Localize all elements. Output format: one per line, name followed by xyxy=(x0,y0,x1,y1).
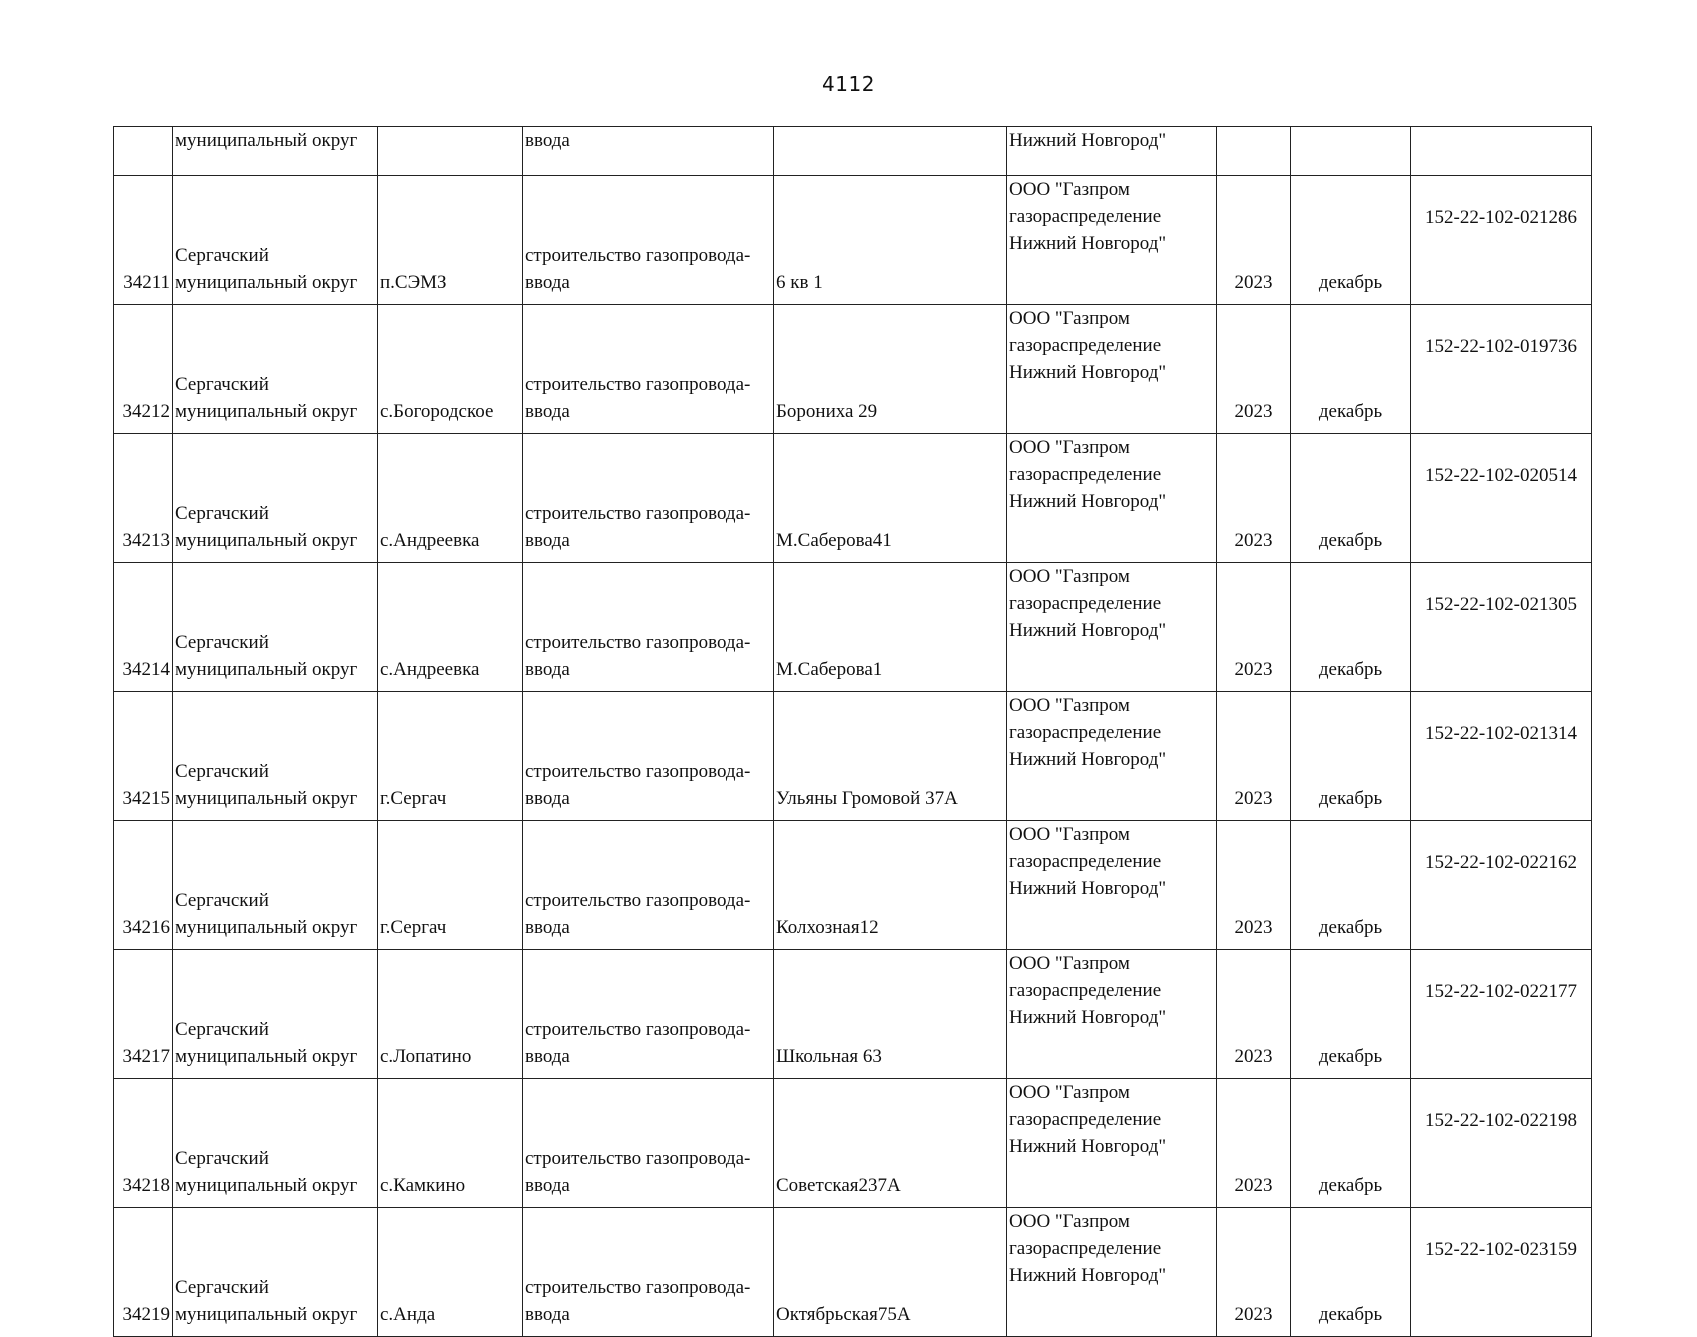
cell-month: декабрь xyxy=(1291,692,1411,821)
district-type: муниципальный округ xyxy=(175,272,358,293)
cell-work xyxy=(523,1208,774,1337)
cell-month: декабрь xyxy=(1291,1079,1411,1208)
cell-code: 152-22-102-022162 xyxy=(1411,821,1592,950)
cell-organization xyxy=(1007,176,1217,305)
cell-month: декабрь xyxy=(1291,434,1411,563)
district-type: муниципальный округ xyxy=(175,788,358,809)
district-name: Сергачский xyxy=(175,374,269,395)
cell-organization xyxy=(1007,305,1217,434)
cell-code: 152-22-102-022177 xyxy=(1411,950,1592,1079)
cell-year: 2023 xyxy=(1217,1208,1291,1337)
org-line-2: газораспределение xyxy=(1009,464,1162,485)
cell-address: Школьная 63 xyxy=(774,950,1007,1079)
cell-district xyxy=(173,305,378,434)
district-type: муниципальный округ xyxy=(175,917,358,938)
cell-address: Советская237А xyxy=(774,1079,1007,1208)
cell-month: декабрь xyxy=(1291,176,1411,305)
org-line-1: ООО "Газпром xyxy=(1009,437,1130,458)
district-name: Сергачский xyxy=(175,632,269,653)
cell-address: 6 кв 1 xyxy=(774,176,1007,305)
table-row xyxy=(114,692,1592,821)
cell-code: 152-22-102-021305 xyxy=(1411,563,1592,692)
district-name: Сергачский xyxy=(175,1277,269,1298)
cell-month: декабрь xyxy=(1291,821,1411,950)
cell-settlement: с.Анда xyxy=(378,1208,523,1337)
org-line-1: ООО "Газпром xyxy=(1009,308,1130,329)
cell-settlement: с.Камкино xyxy=(378,1079,523,1208)
cell-year: 2023 xyxy=(1217,1079,1291,1208)
cell-district xyxy=(173,821,378,950)
cell-code xyxy=(1411,127,1592,176)
org-line-3: Нижний Новгород" xyxy=(1009,233,1167,254)
work-line-1: строительство газопровода- xyxy=(525,245,751,266)
district-name: Сергачский xyxy=(175,503,269,524)
cell-district xyxy=(173,950,378,1079)
work-line-1: строительство газопровода- xyxy=(525,503,751,524)
district-type: муниципальный округ xyxy=(175,401,358,422)
cell-settlement xyxy=(378,127,523,176)
cell-address: М.Саберова41 xyxy=(774,434,1007,563)
cell-year: 2023 xyxy=(1217,821,1291,950)
cell-organization xyxy=(1007,1208,1217,1337)
cell-address: Октябрьская75А xyxy=(774,1208,1007,1337)
cell-work xyxy=(523,305,774,434)
org-line-3: Нижний Новгород" xyxy=(1009,620,1167,641)
cell-settlement: с.Богородское xyxy=(378,305,523,434)
cell-code: 152-22-102-023159 xyxy=(1411,1208,1592,1337)
cell-num: 34219 xyxy=(114,1208,173,1337)
district-name: Сергачский xyxy=(175,245,269,266)
cell-work xyxy=(523,176,774,305)
cell-organization xyxy=(1007,950,1217,1079)
org-line-2: газораспределение xyxy=(1009,335,1162,356)
cell-organization xyxy=(1007,434,1217,563)
table-row xyxy=(114,434,1592,563)
org-line-3: Нижний Новгород" xyxy=(1009,1136,1167,1157)
table-row xyxy=(114,950,1592,1079)
cell-num: 34215 xyxy=(114,692,173,821)
cell-month xyxy=(1291,127,1411,176)
work-line-2: ввода xyxy=(525,530,570,551)
org-line-2: газораспределение xyxy=(1009,1238,1162,1259)
org-line-3: Нижний Новгород" xyxy=(1009,491,1167,512)
org-line-2: газораспределение xyxy=(1009,593,1162,614)
work-line-1: строительство газопровода- xyxy=(525,761,751,782)
page-number: 4112 xyxy=(822,72,875,96)
cell-num: 34212 xyxy=(114,305,173,434)
org-line-3: Нижний Новгород" xyxy=(1009,362,1167,383)
cell-settlement: с.Лопатино xyxy=(378,950,523,1079)
work-line-2: ввода xyxy=(525,1175,570,1196)
work-line-1: строительство газопровода- xyxy=(525,890,751,911)
cell-settlement: с.Андреевка xyxy=(378,434,523,563)
cell-code: 152-22-102-020514 xyxy=(1411,434,1592,563)
work-line-1: строительство газопровода- xyxy=(525,1019,751,1040)
cell-settlement: п.СЭМЗ xyxy=(378,176,523,305)
cell-district xyxy=(173,176,378,305)
work-line-1: строительство газопровода- xyxy=(525,374,751,395)
cell-code: 152-22-102-019736 xyxy=(1411,305,1592,434)
org-line-1: ООО "Газпром xyxy=(1009,179,1130,200)
work-line-2: ввода xyxy=(525,659,570,680)
cell-district xyxy=(173,692,378,821)
org-line-2: газораспределение xyxy=(1009,1109,1162,1130)
org-line-2: газораспределение xyxy=(1009,206,1162,227)
table-body xyxy=(114,127,1592,1337)
work-line-2: ввода xyxy=(525,401,570,422)
work-line-1: строительство газопровода- xyxy=(525,632,751,653)
cell-code: 152-22-102-022198 xyxy=(1411,1079,1592,1208)
district-type: муниципальный округ xyxy=(175,659,358,680)
org-line-1: ООО "Газпром xyxy=(1009,566,1130,587)
cell-district xyxy=(173,434,378,563)
work-line-2: ввода xyxy=(525,1304,570,1325)
table-row xyxy=(114,563,1592,692)
cell-work xyxy=(523,821,774,950)
cell-organization xyxy=(1007,821,1217,950)
org-line-3: Нижний Новгород" xyxy=(1009,1007,1167,1028)
cell-work xyxy=(523,1079,774,1208)
org-line-1: ООО "Газпром xyxy=(1009,1211,1130,1232)
cell-code: 152-22-102-021286 xyxy=(1411,176,1592,305)
cell-organization xyxy=(1007,1079,1217,1208)
cell-year: 2023 xyxy=(1217,950,1291,1079)
cell-district: муниципальный округ xyxy=(173,127,378,176)
cell-organization: Нижний Новгород" xyxy=(1007,127,1217,176)
cell-organization xyxy=(1007,563,1217,692)
district-type: муниципальный округ xyxy=(175,1175,358,1196)
cell-code: 152-22-102-021314 xyxy=(1411,692,1592,821)
cell-num: 34214 xyxy=(114,563,173,692)
table-row xyxy=(114,176,1592,305)
district-type: муниципальный округ xyxy=(175,1046,358,1067)
district-type: муниципальный округ xyxy=(175,530,358,551)
cell-address: Борониха 29 xyxy=(774,305,1007,434)
cell-num xyxy=(114,127,173,176)
table-row xyxy=(114,821,1592,950)
cell-work xyxy=(523,563,774,692)
cell-num: 34211 xyxy=(114,176,173,305)
cell-month: декабрь xyxy=(1291,1208,1411,1337)
org-line-1: ООО "Газпром xyxy=(1009,953,1130,974)
cell-district xyxy=(173,563,378,692)
org-line-1: ООО "Газпром xyxy=(1009,695,1130,716)
work-line-1: строительство газопровода- xyxy=(525,1148,751,1169)
district-name: Сергачский xyxy=(175,761,269,782)
org-line-3: Нижний Новгород" xyxy=(1009,1265,1167,1286)
cell-year: 2023 xyxy=(1217,434,1291,563)
cell-settlement: г.Сергач xyxy=(378,821,523,950)
cell-year xyxy=(1217,127,1291,176)
org-line-1: ООО "Газпром xyxy=(1009,824,1130,845)
cell-num: 34213 xyxy=(114,434,173,563)
work-line-2: ввода xyxy=(525,1046,570,1067)
org-line-2: газораспределение xyxy=(1009,851,1162,872)
cell-year: 2023 xyxy=(1217,563,1291,692)
cell-year: 2023 xyxy=(1217,305,1291,434)
cell-work xyxy=(523,692,774,821)
cell-num: 34216 xyxy=(114,821,173,950)
cell-district xyxy=(173,1208,378,1337)
cell-work xyxy=(523,950,774,1079)
district-name: Сергачский xyxy=(175,1148,269,1169)
district-name: Сергачский xyxy=(175,1019,269,1040)
org-line-3: Нижний Новгород" xyxy=(1009,749,1167,770)
cell-district xyxy=(173,1079,378,1208)
cell-month: декабрь xyxy=(1291,950,1411,1079)
cell-address xyxy=(774,127,1007,176)
cell-address: М.Саберова1 xyxy=(774,563,1007,692)
cell-year: 2023 xyxy=(1217,692,1291,821)
work-line-2: ввода xyxy=(525,788,570,809)
work-line-2: ввода xyxy=(525,272,570,293)
org-line-2: газораспределение xyxy=(1009,980,1162,1001)
cell-work xyxy=(523,434,774,563)
table-row xyxy=(114,1208,1592,1337)
table-row xyxy=(114,305,1592,434)
cell-month: декабрь xyxy=(1291,563,1411,692)
org-line-2: газораспределение xyxy=(1009,722,1162,743)
cell-month: декабрь xyxy=(1291,305,1411,434)
work-line-1: строительство газопровода- xyxy=(525,1277,751,1298)
cell-settlement: с.Андреевка xyxy=(378,563,523,692)
table-row xyxy=(114,1079,1592,1208)
cell-num: 34217 xyxy=(114,950,173,1079)
district-type: муниципальный округ xyxy=(175,1304,358,1325)
district-name: Сергачский xyxy=(175,890,269,911)
cell-organization xyxy=(1007,692,1217,821)
cell-work: ввода xyxy=(523,127,774,176)
cell-address: Ульяны Громовой 37А xyxy=(774,692,1007,821)
cell-address: Колхозная12 xyxy=(774,821,1007,950)
cell-year: 2023 xyxy=(1217,176,1291,305)
org-line-1: ООО "Газпром xyxy=(1009,1082,1130,1103)
work-line-2: ввода xyxy=(525,917,570,938)
org-line-3: Нижний Новгород" xyxy=(1009,878,1167,899)
cell-num: 34218 xyxy=(114,1079,173,1208)
cell-settlement: г.Сергач xyxy=(378,692,523,821)
gas-connection-register-table xyxy=(113,126,1592,1337)
continuation-row xyxy=(114,127,1592,176)
